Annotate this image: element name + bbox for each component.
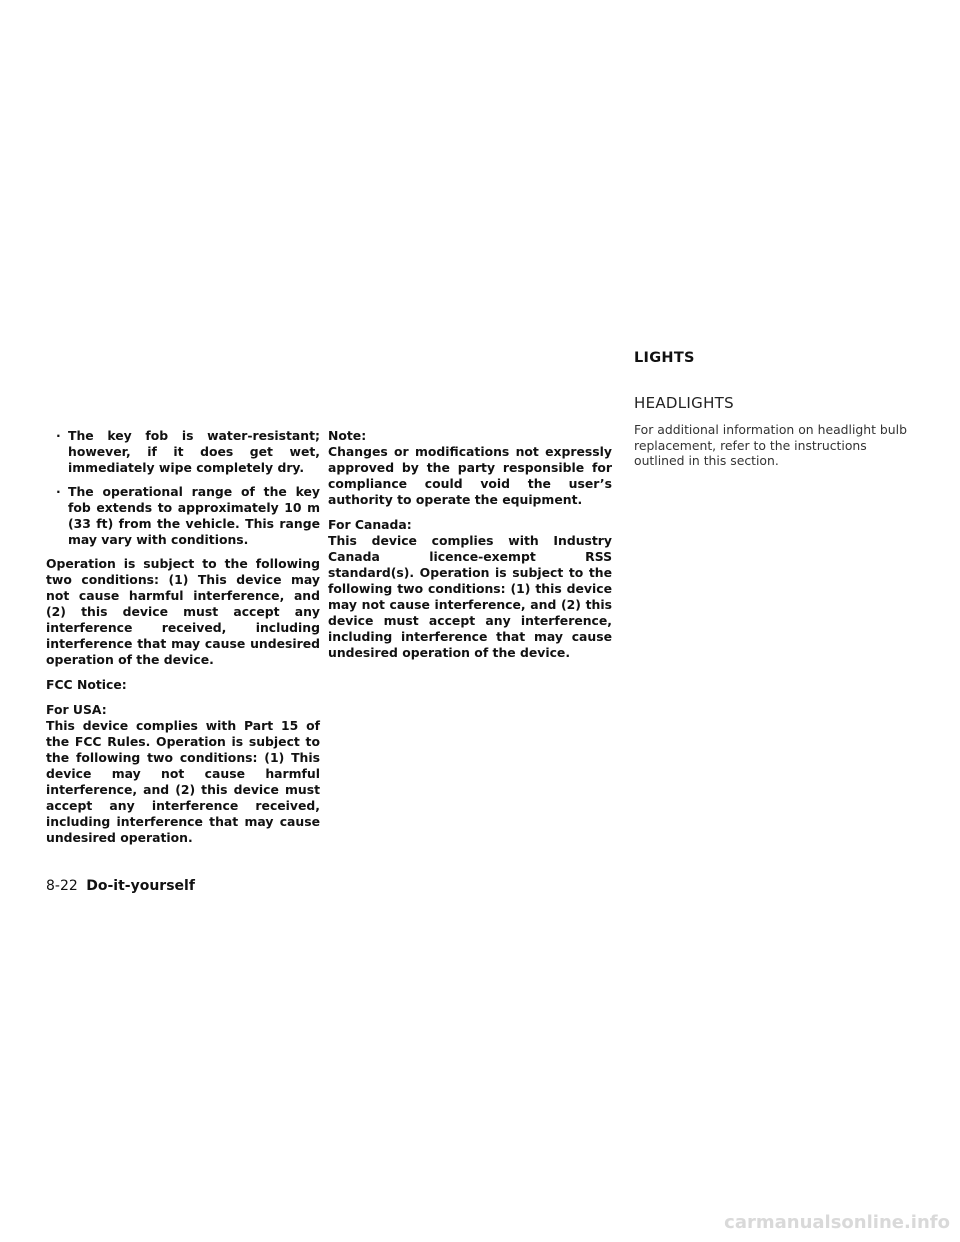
canada-block (328, 517, 612, 661)
footer-section-title: Do-it-yourself (86, 878, 195, 894)
page-footer (46, 878, 195, 894)
middle-column (328, 428, 612, 670)
headlights-heading: HEADLIGHTS (634, 394, 734, 412)
watermark-logo: carmanualsonline.info (724, 1212, 950, 1233)
headlights-text: For additional information on headlight bulb replacement, refer to the instructions outlined in this section. (634, 422, 907, 468)
canada-label: For Canada: (328, 517, 412, 532)
bullet-item (46, 428, 320, 476)
usa-label: For USA: (46, 702, 107, 717)
bullet-icon: · (56, 484, 61, 499)
note-text: Changes or modifications not expressly approved by the party responsible for compliance could void the user’s authority to operate the equipment. (328, 444, 612, 507)
note-block (328, 428, 612, 508)
section-title: LIGHTS (634, 350, 695, 366)
right-column (634, 350, 908, 469)
usa-text: This device complies with Part 15 of the FCC Rules. Operation is subject to the following two conditions: (1) This device may not cause harmful interference, and (2) this device must accept any interference received, including interference that may cause undesired operation. (46, 718, 320, 845)
left-column (46, 428, 320, 855)
bullet-icon: · (56, 428, 61, 443)
bullet-text: The operational range of the key fob extends to approximately 10 m (33 ft) from the vehicle. This range may vary with conditions. (68, 484, 320, 547)
key-fob-bullets (46, 428, 320, 548)
canada-text: This device complies with Industry Canada licence-exempt RSS standard(s). Operation is subject to the following two conditions: (1) this device may not cause interference, and (2) this device must accept any interference, including interference that may cause undesired operation of the device. (328, 533, 612, 660)
page-number: 8-22 (46, 878, 78, 894)
bullet-item (46, 484, 320, 548)
usa-block (46, 702, 320, 846)
bullet-text: The key fob is water-resistant; however, if it does get wet, immediately wipe completely dry. (68, 428, 320, 475)
operation-paragraph: Operation is subject to the following two conditions: (1) This device may not cause harmful interference, and (2) this device must accept any interference received, including interference that may cause undesired operation of the device. (46, 556, 320, 667)
note-label: Note: (328, 428, 367, 443)
fcc-notice-heading: FCC Notice: (46, 677, 127, 692)
